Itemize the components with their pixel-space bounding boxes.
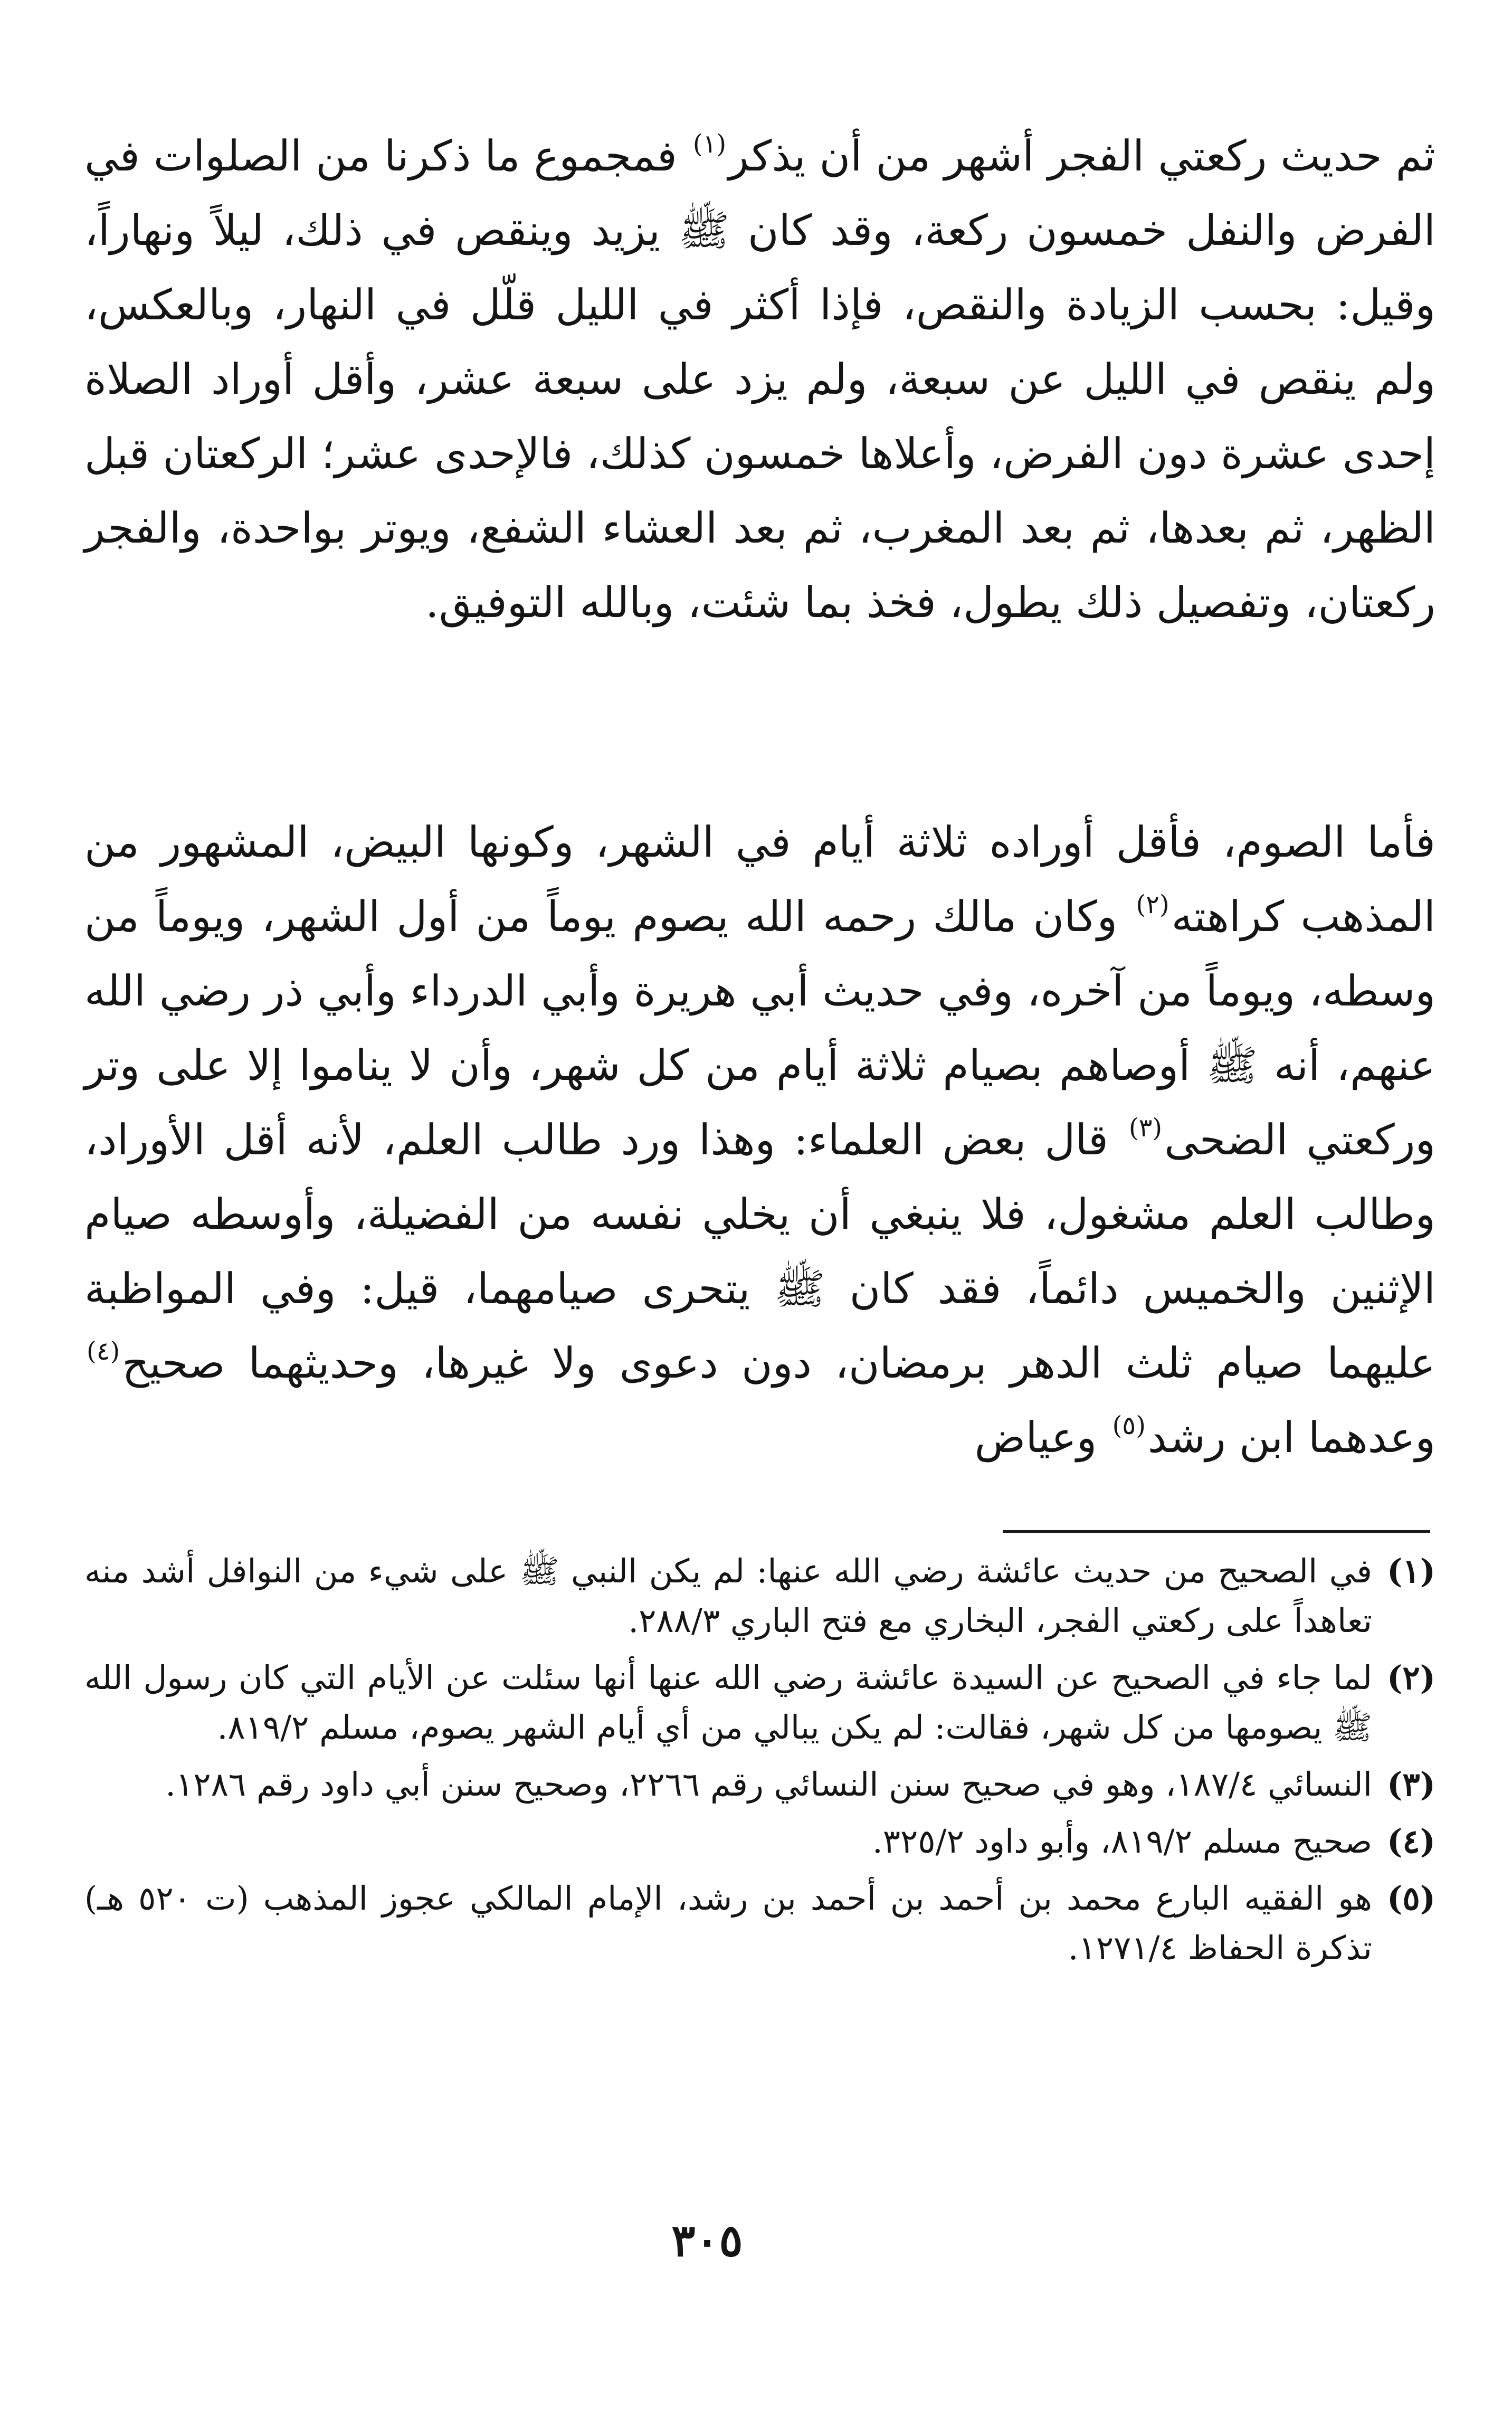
footnote-divider xyxy=(1003,1530,1430,1533)
footnote-4 xyxy=(84,1817,1435,1866)
footnote-text: صحيح مسلم ٨١٩/٢، وأبو داود ٣٢٥/٢. xyxy=(872,1822,1372,1861)
footnote-number: (١) xyxy=(1387,1552,1435,1590)
footnote-ref-4[interactable]: (٤) xyxy=(87,1336,120,1366)
footnote-text: في الصحيح من حديث عائشة رضي الله عنها: لم يكن النبي ﷺ على شيء من النوافل أشد منه تعاهداً على ركعتي الفجر، البخاري مع فتح الباري ٢٨٨/٣. xyxy=(84,1552,1372,1640)
footnote-3 xyxy=(84,1760,1435,1809)
paragraph-2-text-a: فأما الصوم، فأقل أوراده ثلاثة أيام في الشهر، وكونها البيض، المشهور من المذهب كراهته xyxy=(84,818,1436,941)
footnote-1 xyxy=(84,1546,1435,1646)
body-paragraph-1 xyxy=(84,119,1435,640)
footnote-text: النسائي ١٨٧/٤، وهو في صحيح سنن النسائي رقم ٢٢٦٦، وصحيح سنن أبي داود رقم ١٢٨٦. xyxy=(165,1765,1372,1804)
page-number: ٣٠٥ xyxy=(671,2214,743,2266)
paragraph-2-text-e: وعياض xyxy=(974,1413,1097,1462)
footnote-number: (٤) xyxy=(1387,1822,1435,1861)
footnote-number: (٢) xyxy=(1387,1658,1435,1697)
footnote-ref-5[interactable]: (٥) xyxy=(1112,1411,1146,1440)
footnote-number: (٥) xyxy=(1387,1879,1435,1918)
footnote-ref-2[interactable]: (٢) xyxy=(1136,890,1169,919)
footnote-5 xyxy=(84,1874,1435,1973)
paragraph-2-text-d: وعدهما ابن رشد xyxy=(1147,1413,1435,1462)
body-paragraph-2 xyxy=(84,805,1435,1475)
footnote-list xyxy=(84,1546,1435,1980)
paragraph-2-text-c: قال بعض العلماء: وهذا ورد طالب العلم، لأنه أقل الأوراد، وطالب العلم مشغول، فلا ينبغي أن يخلي نفسه من الفضيلة، وأوسطه صيام الإثنين والخميس دائماً، فقد كان ﷺ يتحرى صيامهما، قيل: وفي المواظبة عليهما صيام ثلث الدهر برمضان، دون دعوى ولا غيرها، وحديثهما صحيح xyxy=(84,1115,1435,1388)
footnote-text: لما جاء في الصحيح عن السيدة عائشة رضي الله عنها أنها سئلت عن الأيام التي كان رسول الله ﷺ يصومها من كل شهر، فقالت: لم يكن يبالي من أي أيام الشهر يصوم، مسلم ٨١٩/٢. xyxy=(84,1658,1372,1747)
footnote-number: (٣) xyxy=(1387,1765,1435,1804)
paragraph-2-text-b: وكان مالك رحمه الله يصوم يوماً من أول الشهر، ويوماً من وسطه، ويوماً من آخره، وفي حديث أبي هريرة وأبي الدرداء وأبي ذر رضي الله عنهم، أنه ﷺ أوصاهم بصيام ثلاثة أيام من كل شهر، وأن لا يناموا إلا على وتر وركعتي الضحى xyxy=(84,892,1435,1164)
footnote-2 xyxy=(84,1653,1435,1752)
paragraph-1-text-a: ثم حديث ركعتي الفجر أشهر من أن يذكر xyxy=(728,131,1436,181)
paragraph-1-text-b: فمجموع ما ذكرنا من الصلوات في الفرض والنفل خمسون ركعة، وقد كان ﷺ يزيد وينقص في ذلك، ليلاً ونهاراً، وقيل: بحسب الزيادة والنقص، فإذا أكثر في الليل قلّل في النهار، وبالعكس، ولم ينقص في الليل عن سبعة، ولم يزد على سبعة عشر، وأقل أوراد الصلاة إحدى عشرة دون الفرض، وأعلاها خمسون كذلك، فالإحدى عشر؛ الركعتان قبل الظهر، ثم بعدها، ثم بعد المغرب، ثم بعد العشاء الشفع، ويوتر بواحدة، والفجر ركعتان، وتفصيل ذلك يطول، فخذ بما شئت، وبالله التوفيق. xyxy=(84,131,1435,627)
footnote-text: هو الفقيه البارع محمد بن أحمد بن أحمد بن رشد، الإمام المالكي عجوز المذهب (ت ٥٢٠ هـ) تذكرة الحفاظ ١٢٧١/٤. xyxy=(84,1879,1372,1967)
footnote-ref-3[interactable]: (٣) xyxy=(1128,1113,1163,1143)
footnote-ref-1[interactable]: (١) xyxy=(692,129,727,159)
